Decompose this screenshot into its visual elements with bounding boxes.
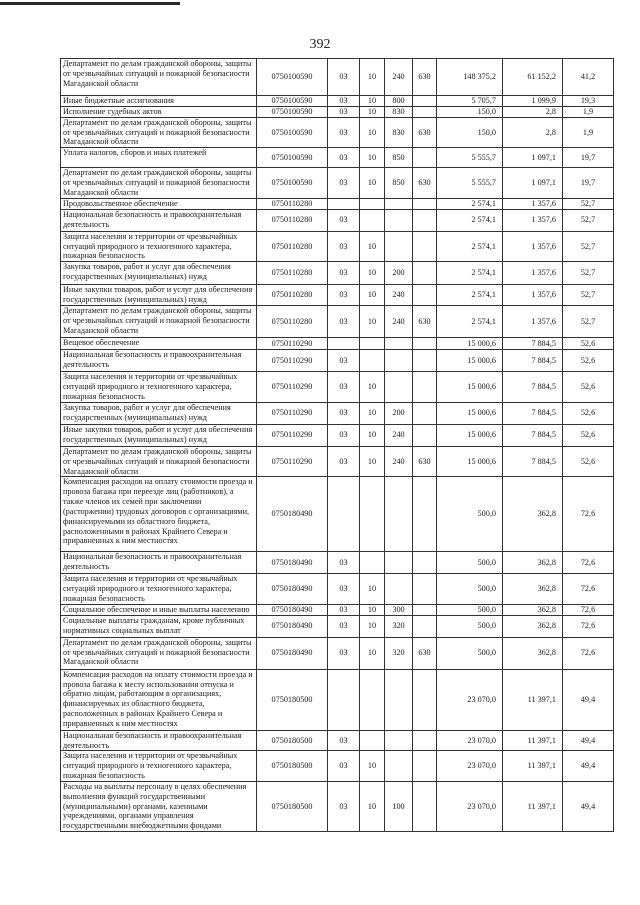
row-code: 0750110280 xyxy=(257,262,328,285)
row-type xyxy=(385,350,413,372)
row-section: 03 xyxy=(328,615,360,637)
row-percent: 52,7 xyxy=(563,209,614,231)
row-type xyxy=(385,198,413,209)
row-percent: 49,4 xyxy=(563,730,614,751)
row-fact: 11 397,1 xyxy=(503,669,563,730)
row-section: 03 xyxy=(328,730,360,751)
row-fact: 1 357,6 xyxy=(503,285,563,306)
row-subsection: 10 xyxy=(360,446,385,477)
row-kosgu xyxy=(413,730,437,751)
table-row xyxy=(61,59,614,96)
row-kosgu xyxy=(413,231,437,262)
row-percent: 41,2 xyxy=(563,59,614,96)
row-section: 03 xyxy=(328,637,360,669)
row-percent: 52,6 xyxy=(563,424,614,446)
row-kosgu: 630 xyxy=(413,117,437,148)
row-name: Национальная безопасность и правоохранительная деятельность xyxy=(61,209,257,231)
row-name: Исполнение судебных актов xyxy=(61,106,257,117)
row-type xyxy=(385,231,413,262)
table-row xyxy=(61,730,614,751)
row-subsection: 10 xyxy=(360,306,385,338)
row-kosgu: 630 xyxy=(413,446,437,477)
row-name: Компенсация расходов на оплату стоимости проезда и провоза багажа при переезде лиц (работников), а также членов их семей при заключении (расторжении) трудовых договоров с организациями, финансируемыми из областного бюджета, расположенными в районах Крайнего Севера и приравненных к ним местностях xyxy=(61,477,257,552)
row-percent: 52,7 xyxy=(563,262,614,285)
row-name: Национальная безопасность и правоохранительная деятельность xyxy=(61,552,257,574)
table-row xyxy=(61,637,614,669)
row-code: 0750180490 xyxy=(257,477,328,552)
row-plan: 2 574,1 xyxy=(437,306,503,338)
row-subsection xyxy=(360,209,385,231)
table-row xyxy=(61,148,614,168)
row-type: 320 xyxy=(385,637,413,669)
row-section: 03 xyxy=(328,372,360,403)
row-name: Закупка товаров, работ и услуг для обеспечения государственных (муниципальных) нужд xyxy=(61,402,257,424)
table-row xyxy=(61,198,614,209)
row-subsection: 10 xyxy=(360,117,385,148)
row-percent: 72,6 xyxy=(563,637,614,669)
row-code: 0750110280 xyxy=(257,209,328,231)
row-plan: 23 070,0 xyxy=(437,751,503,782)
row-code: 0750110290 xyxy=(257,372,328,403)
row-percent: 49,4 xyxy=(563,669,614,730)
row-type: 100 xyxy=(385,781,413,831)
row-fact: 362,8 xyxy=(503,604,563,615)
row-subsection: 10 xyxy=(360,96,385,107)
row-name: Департамент по делам гражданской обороны, защиты от чрезвычайных ситуаций и пожарной безопасности Магаданской области xyxy=(61,117,257,148)
row-name: Расходы на выплаты персоналу в целях обеспечения выполнения функций государственными (муниципальными) органами, казенными учреждениями, органами управления государственными внебюджетными фондами xyxy=(61,781,257,831)
row-plan: 150,0 xyxy=(437,117,503,148)
row-fact: 1 357,6 xyxy=(503,198,563,209)
row-fact: 7 884,5 xyxy=(503,338,563,350)
row-code: 0750180500 xyxy=(257,751,328,782)
row-kosgu xyxy=(413,604,437,615)
row-fact: 1 097,1 xyxy=(503,168,563,199)
row-plan: 15 000,6 xyxy=(437,402,503,424)
row-section xyxy=(328,477,360,552)
row-name: Защита населения и территории от чрезвычайных ситуаций природного и техногенного характера, пожарная безопасность xyxy=(61,231,257,262)
table-row xyxy=(61,262,614,285)
row-type xyxy=(385,209,413,231)
row-fact: 7 884,5 xyxy=(503,372,563,403)
table-row xyxy=(61,168,614,199)
table-row xyxy=(61,350,614,372)
row-type xyxy=(385,730,413,751)
row-plan: 500,0 xyxy=(437,615,503,637)
table-row xyxy=(61,446,614,477)
row-name: Департамент по делам гражданской обороны, защиты от чрезвычайных ситуаций и пожарной безопасности Магаданской области xyxy=(61,59,257,96)
row-type: 240 xyxy=(385,59,413,96)
row-type xyxy=(385,477,413,552)
row-percent: 52,7 xyxy=(563,285,614,306)
row-subsection xyxy=(360,338,385,350)
row-kosgu xyxy=(413,285,437,306)
row-code: 0750110290 xyxy=(257,446,328,477)
row-plan: 15 000,6 xyxy=(437,338,503,350)
row-name: Защита населения и территории от чрезвычайных ситуаций природного и техногенного характера, пожарная безопасность xyxy=(61,372,257,403)
row-plan: 150,0 xyxy=(437,106,503,117)
table-row xyxy=(61,477,614,552)
row-subsection: 10 xyxy=(360,402,385,424)
row-subsection xyxy=(360,198,385,209)
row-percent: 52,7 xyxy=(563,306,614,338)
row-type: 320 xyxy=(385,615,413,637)
row-percent: 49,4 xyxy=(563,751,614,782)
row-kosgu xyxy=(413,106,437,117)
row-kosgu xyxy=(413,262,437,285)
row-code: 0750110290 xyxy=(257,424,328,446)
row-code: 0750180490 xyxy=(257,604,328,615)
row-section: 03 xyxy=(328,117,360,148)
row-kosgu xyxy=(413,402,437,424)
row-plan: 500,0 xyxy=(437,574,503,605)
row-percent: 1,9 xyxy=(563,117,614,148)
row-type: 240 xyxy=(385,424,413,446)
row-code: 0750180490 xyxy=(257,552,328,574)
row-percent: 52,7 xyxy=(563,231,614,262)
row-section xyxy=(328,338,360,350)
row-kosgu xyxy=(413,338,437,350)
row-type xyxy=(385,338,413,350)
row-percent: 19,7 xyxy=(563,168,614,199)
table-row xyxy=(61,285,614,306)
row-type: 200 xyxy=(385,262,413,285)
row-code: 0750180500 xyxy=(257,669,328,730)
row-fact: 362,8 xyxy=(503,615,563,637)
row-percent: 52,6 xyxy=(563,446,614,477)
row-type xyxy=(385,751,413,782)
row-section: 03 xyxy=(328,106,360,117)
row-section: 03 xyxy=(328,96,360,107)
row-name: Продовольственное обеспечение xyxy=(61,198,257,209)
row-kosgu xyxy=(413,350,437,372)
row-code: 0750100590 xyxy=(257,106,328,117)
row-section xyxy=(328,669,360,730)
row-code: 0750180490 xyxy=(257,574,328,605)
row-section xyxy=(328,198,360,209)
row-plan: 23 070,0 xyxy=(437,669,503,730)
row-percent: 49,4 xyxy=(563,781,614,831)
row-plan: 5 555,7 xyxy=(437,168,503,199)
row-name: Иные бюджетные ассигнования xyxy=(61,96,257,107)
row-code: 0750180490 xyxy=(257,615,328,637)
row-percent: 19,3 xyxy=(563,96,614,107)
row-section: 03 xyxy=(328,751,360,782)
table-row xyxy=(61,615,614,637)
row-percent: 72,6 xyxy=(563,552,614,574)
row-kosgu xyxy=(413,615,437,637)
row-subsection: 10 xyxy=(360,637,385,669)
row-percent: 72,6 xyxy=(563,604,614,615)
row-kosgu xyxy=(413,209,437,231)
row-name: Компенсация расходов на оплату стоимости проезда и провоза багажа к месту использования отпуска и обратно лицам, работающим в организациях, финансируемых из областного бюджета, расположенных в районах Крайнего Севера и приравненных к ним местностях xyxy=(61,669,257,730)
row-plan: 2 574,1 xyxy=(437,198,503,209)
row-percent: 19,7 xyxy=(563,148,614,168)
row-fact: 7 884,5 xyxy=(503,402,563,424)
row-code: 0750110280 xyxy=(257,306,328,338)
row-fact: 11 397,1 xyxy=(503,781,563,831)
budget-table xyxy=(60,58,614,832)
row-plan: 2 574,1 xyxy=(437,209,503,231)
row-kosgu: 630 xyxy=(413,637,437,669)
row-type xyxy=(385,669,413,730)
row-subsection: 10 xyxy=(360,106,385,117)
row-code: 0750110280 xyxy=(257,198,328,209)
row-kosgu xyxy=(413,552,437,574)
row-percent: 72,6 xyxy=(563,477,614,552)
row-name: Иные закупки товаров, работ и услуг для обеспечения государственных (муниципальных) нужд xyxy=(61,424,257,446)
row-fact: 7 884,5 xyxy=(503,446,563,477)
row-code: 0750110280 xyxy=(257,231,328,262)
row-name: Департамент по делам гражданской обороны, защиты от чрезвычайных ситуаций и пожарной безопасности Магаданской области xyxy=(61,306,257,338)
row-kosgu xyxy=(413,96,437,107)
row-plan: 23 070,0 xyxy=(437,781,503,831)
row-fact: 11 397,1 xyxy=(503,751,563,782)
row-fact: 362,8 xyxy=(503,477,563,552)
table-row xyxy=(61,552,614,574)
table-row xyxy=(61,604,614,615)
row-type: 200 xyxy=(385,402,413,424)
table-row xyxy=(61,424,614,446)
row-section: 03 xyxy=(328,148,360,168)
row-subsection: 10 xyxy=(360,285,385,306)
row-subsection xyxy=(360,669,385,730)
row-fact: 2,8 xyxy=(503,106,563,117)
row-plan: 148 375,2 xyxy=(437,59,503,96)
row-percent: 1,9 xyxy=(563,106,614,117)
row-kosgu xyxy=(413,198,437,209)
row-section: 03 xyxy=(328,209,360,231)
row-section: 03 xyxy=(328,781,360,831)
table-row xyxy=(61,574,614,605)
row-fact: 1 357,6 xyxy=(503,262,563,285)
row-kosgu xyxy=(413,574,437,605)
row-subsection xyxy=(360,350,385,372)
row-fact: 2,8 xyxy=(503,117,563,148)
row-subsection: 10 xyxy=(360,372,385,403)
row-plan: 2 574,1 xyxy=(437,262,503,285)
row-plan: 5 555,7 xyxy=(437,148,503,168)
row-name: Иные закупки товаров, работ и услуг для обеспечения государственных (муниципальных) нужд xyxy=(61,285,257,306)
row-fact: 7 884,5 xyxy=(503,350,563,372)
row-percent: 52,6 xyxy=(563,350,614,372)
row-section: 03 xyxy=(328,424,360,446)
row-plan: 500,0 xyxy=(437,477,503,552)
row-fact: 1 357,6 xyxy=(503,306,563,338)
row-type: 300 xyxy=(385,604,413,615)
row-section: 03 xyxy=(328,574,360,605)
row-plan: 15 000,6 xyxy=(437,372,503,403)
row-section: 03 xyxy=(328,306,360,338)
row-code: 0750180500 xyxy=(257,781,328,831)
row-type: 830 xyxy=(385,117,413,148)
row-section: 03 xyxy=(328,604,360,615)
row-plan: 500,0 xyxy=(437,604,503,615)
row-subsection: 10 xyxy=(360,615,385,637)
row-plan: 15 000,6 xyxy=(437,424,503,446)
row-plan: 5 705,7 xyxy=(437,96,503,107)
row-plan: 15 000,6 xyxy=(437,350,503,372)
row-plan: 15 000,6 xyxy=(437,446,503,477)
row-percent: 52,6 xyxy=(563,338,614,350)
row-fact: 1 357,6 xyxy=(503,231,563,262)
row-code: 0750110290 xyxy=(257,350,328,372)
row-plan: 23 070,0 xyxy=(437,730,503,751)
table-row xyxy=(61,106,614,117)
row-code: 0750110280 xyxy=(257,285,328,306)
row-subsection xyxy=(360,477,385,552)
row-fact: 1 099,9 xyxy=(503,96,563,107)
row-kosgu xyxy=(413,148,437,168)
row-name: Уплата налогов, сборов и иных платежей xyxy=(61,148,257,168)
row-code: 0750100590 xyxy=(257,59,328,96)
row-section: 03 xyxy=(328,168,360,199)
row-fact: 11 397,1 xyxy=(503,730,563,751)
row-code: 0750110290 xyxy=(257,338,328,350)
row-type: 800 xyxy=(385,96,413,107)
row-subsection: 10 xyxy=(360,59,385,96)
row-name: Департамент по делам гражданской обороны, защиты от чрезвычайных ситуаций и пожарной безопасности Магаданской области xyxy=(61,637,257,669)
row-type xyxy=(385,372,413,403)
table-row xyxy=(61,306,614,338)
row-subsection: 10 xyxy=(360,604,385,615)
row-name: Закупка товаров, работ и услуг для обеспечения государственных (муниципальных) нужд xyxy=(61,262,257,285)
row-section: 03 xyxy=(328,262,360,285)
table-row xyxy=(61,96,614,107)
row-percent: 72,6 xyxy=(563,615,614,637)
row-section: 03 xyxy=(328,285,360,306)
row-percent: 72,6 xyxy=(563,574,614,605)
row-section: 03 xyxy=(328,231,360,262)
row-section: 03 xyxy=(328,59,360,96)
table-row xyxy=(61,402,614,424)
row-type: 830 xyxy=(385,106,413,117)
row-subsection: 10 xyxy=(360,168,385,199)
row-type: 240 xyxy=(385,306,413,338)
row-name: Социальные выплаты гражданам, кроме публичных нормативных социальных выплат xyxy=(61,615,257,637)
row-code: 0750100590 xyxy=(257,168,328,199)
row-kosgu: 630 xyxy=(413,306,437,338)
row-kosgu: 630 xyxy=(413,168,437,199)
table-row xyxy=(61,669,614,730)
row-code: 0750110290 xyxy=(257,402,328,424)
row-fact: 362,8 xyxy=(503,552,563,574)
row-name: Вещевое обеспечение xyxy=(61,338,257,350)
row-type xyxy=(385,574,413,605)
top-rule xyxy=(0,2,180,5)
row-kosgu: 630 xyxy=(413,59,437,96)
row-percent: 52,7 xyxy=(563,198,614,209)
page-number: 392 xyxy=(309,37,331,52)
row-fact: 362,8 xyxy=(503,637,563,669)
row-kosgu xyxy=(413,424,437,446)
row-subsection: 10 xyxy=(360,231,385,262)
row-name: Национальная безопасность и правоохранительная деятельность xyxy=(61,730,257,751)
row-kosgu xyxy=(413,751,437,782)
row-plan: 2 574,1 xyxy=(437,285,503,306)
row-section: 03 xyxy=(328,552,360,574)
table-row xyxy=(61,751,614,782)
row-name: Защита населения и территории от чрезвычайных ситуаций природного и техногенного характера, пожарная безопасность xyxy=(61,574,257,605)
table-row xyxy=(61,372,614,403)
row-fact: 61 152,2 xyxy=(503,59,563,96)
row-subsection: 10 xyxy=(360,424,385,446)
row-subsection: 10 xyxy=(360,781,385,831)
table-row xyxy=(61,117,614,148)
row-fact: 7 884,5 xyxy=(503,424,563,446)
table-row xyxy=(61,338,614,350)
row-subsection: 10 xyxy=(360,751,385,782)
row-subsection: 10 xyxy=(360,148,385,168)
row-name: Национальная безопасность и правоохранительная деятельность xyxy=(61,350,257,372)
row-code: 0750180500 xyxy=(257,730,328,751)
row-name: Социальное обеспечение и иные выплаты населению xyxy=(61,604,257,615)
table-row xyxy=(61,231,614,262)
row-code: 0750180490 xyxy=(257,637,328,669)
row-type: 850 xyxy=(385,168,413,199)
row-subsection xyxy=(360,552,385,574)
row-kosgu xyxy=(413,669,437,730)
row-plan: 2 574,1 xyxy=(437,231,503,262)
row-percent: 52,6 xyxy=(563,402,614,424)
row-name: Департамент по делам гражданской обороны, защиты от чрезвычайных ситуаций и пожарной безопасности Магаданской области xyxy=(61,446,257,477)
row-code: 0750100590 xyxy=(257,96,328,107)
row-percent: 52,6 xyxy=(563,372,614,403)
row-kosgu xyxy=(413,372,437,403)
row-fact: 362,8 xyxy=(503,574,563,605)
row-subsection xyxy=(360,730,385,751)
row-name: Защита населения и территории от чрезвычайных ситуаций природного и техногенного характера, пожарная безопасность xyxy=(61,751,257,782)
row-plan: 500,0 xyxy=(437,637,503,669)
row-subsection: 10 xyxy=(360,262,385,285)
row-code: 0750100590 xyxy=(257,117,328,148)
row-type: 240 xyxy=(385,285,413,306)
row-kosgu xyxy=(413,781,437,831)
row-type: 240 xyxy=(385,446,413,477)
row-fact: 1 097,1 xyxy=(503,148,563,168)
row-plan: 500,0 xyxy=(437,552,503,574)
row-name: Департамент по делам гражданской обороны, защиты от чрезвычайных ситуаций и пожарной безопасности Магаданской области xyxy=(61,168,257,199)
table-row xyxy=(61,781,614,831)
row-section: 03 xyxy=(328,446,360,477)
row-section: 03 xyxy=(328,350,360,372)
row-code: 0750100590 xyxy=(257,148,328,168)
row-type xyxy=(385,552,413,574)
row-kosgu xyxy=(413,477,437,552)
table-row xyxy=(61,209,614,231)
row-subsection: 10 xyxy=(360,574,385,605)
row-type: 850 xyxy=(385,148,413,168)
row-section: 03 xyxy=(328,402,360,424)
row-fact: 1 357,6 xyxy=(503,209,563,231)
